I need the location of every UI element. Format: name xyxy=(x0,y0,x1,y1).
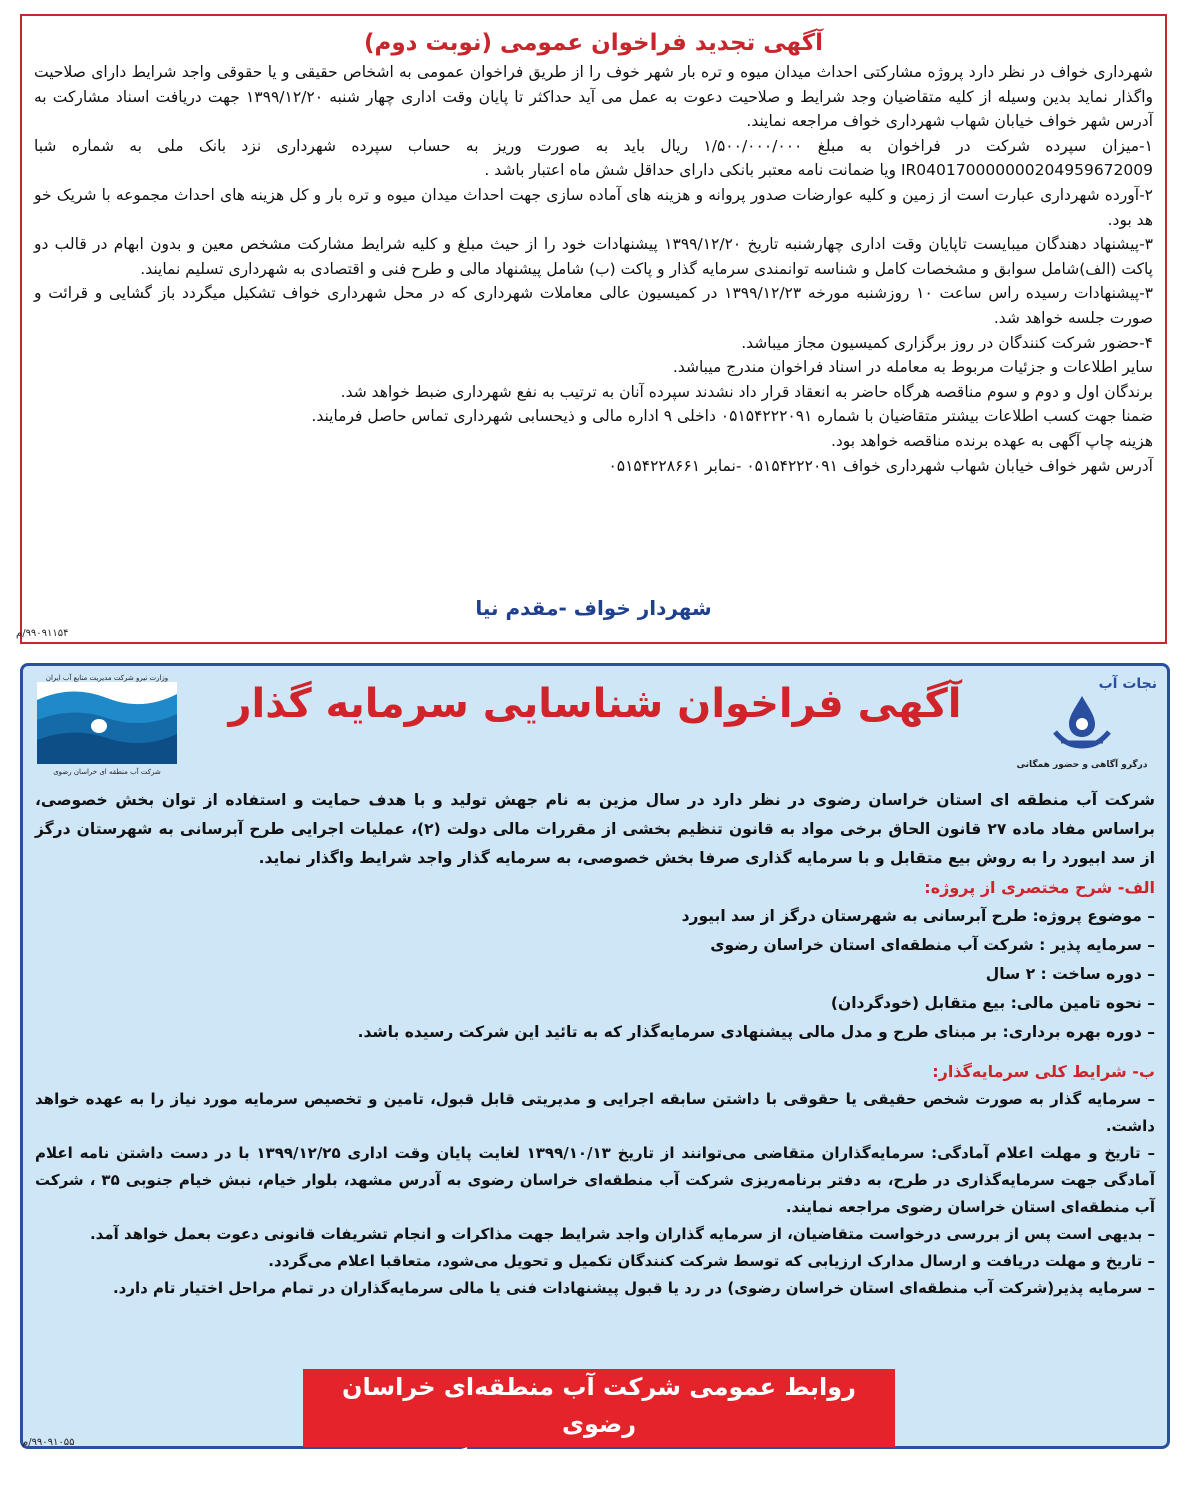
ad1-paragraph: ۲-آورده شهرداری عبارت است از زمین و کلیه عوارضات صدور پروانه و هزینه های آماده سازی جهت احداث میدان میوه و تره بار و کل هزینه های احداث مجموعه با شریک خو هد بود. xyxy=(34,185,1153,229)
list-item: – دوره ساخت : ۲ سال xyxy=(985,965,1155,983)
municipality-tender-ad xyxy=(20,14,1167,644)
list-item: – سرمایه پذیر : شرکت آب منطقه‌ای استان خراسان رضوی xyxy=(710,936,1155,954)
ad1-paragraph: برندگان اول و دوم و سوم مناقصه هرگاه حاضر به انعقاد قرار داد نشدند سپرده آنان به ترتیب به نفع شهرداری ضبط خواهد شد. xyxy=(340,382,1153,401)
ad2-code: ۹۹۰۹۱۰۵۵/م xyxy=(22,1437,75,1448)
section-b-list xyxy=(23,1086,1167,1302)
ministry-caption: وزارت نیرو شرکت مدیریت منابع آب ایران xyxy=(45,674,169,682)
ad1-paragraph: سایر اطلاعات و جزئیات مربوط به معامله در اسناد فراخوان مندرج میباشد. xyxy=(672,358,1153,377)
section-a-list xyxy=(23,902,1167,1047)
ad1-paragraph: ۴-حضور شرکت کنندگان در روز برگزاری کمیسیون مجاز میباشد. xyxy=(741,333,1153,352)
list-item: – تاریخ و مهلت اعلام آمادگی: سرمایه‌گذاران متقاضی می‌توانند از تاریخ ۱۳۹۹/۱۰/۱۳ لغایت پایان وقت اداری ۱۳۹۹/۱۲/۲۵ با در دست داشتن نامه اعلام آمادگی جهت سرمایه‌گذاری در طرح، به دفتر برنامه‌ریزی شرکت آب منطقه‌ای خراسان رضوی به آدرس مشهد، بلوار خیام، نبش خیام جنوبی ۳۵ ، شرکت آب منطقه‌ای استان خراسان رضوی مراجعه نمایند. xyxy=(35,1144,1155,1216)
list-item: – سرمایه پذیر(شرکت آب منطقه‌ای استان خراسان رضوی) در رد یا قبول پیشنهادات فنی یا مالی سرمایه‌گذاران در تمام مراحل اختیار تام دارد. xyxy=(112,1279,1155,1297)
list-item: – سرمایه گذار به صورت شخص حقیقی یا حقوقی با داشتن سابقه اجرایی و مدیریتی قابل قبول، تامین و تخصیص سرمایه مورد نیاز را به عهده خواهد داشت. xyxy=(35,1090,1155,1135)
najat-ab-brand: نجات آب xyxy=(1098,676,1157,692)
water-drop-hands-icon xyxy=(1047,692,1117,752)
section-a-title: الف- شرح مختصری از پروژه: xyxy=(924,878,1155,897)
najat-ab-tagline: درگرو آگاهی و حضور همگانی xyxy=(1016,760,1148,770)
list-item: – موضوع پروژه: طرح آبرسانی به شهرستان درگز از سد ابیورد xyxy=(681,907,1155,925)
najat-ab-logo xyxy=(1007,676,1157,786)
ad2-intro xyxy=(23,786,1167,873)
water-company-logo xyxy=(37,674,177,784)
ad1-paragraph: ضمنا جهت کسب اطلاعات بیشتر متقاضیان با شماره ۰۵۱۵۴۲۲۲۰۹۱ داخلی ۹ اداره مالی و ذیحسابی شهرداری تماس حاصل فرمایند. xyxy=(311,407,1153,426)
ad1-code: ۹۹۰۹۱۱۵۴/م xyxy=(16,628,69,639)
ad2-title: آگهی فراخوان شناسایی سرمایه گذار xyxy=(228,681,962,727)
ad1-signature: شهردار خواف -مقدم نیا xyxy=(475,596,712,620)
list-item: – بدیهی است پس از بررسی درخواست متقاضیان، از سرمایه گذاران واجد شرایط جهت مذاکرات و انجام تشریفات قانونی دعوت بعمل خواهد آمد. xyxy=(89,1225,1155,1243)
ad2-header xyxy=(23,666,1167,786)
public-relations-title: روابط عمومی شرکت آب منطقه‌ای خراسان رضوی xyxy=(342,1373,856,1438)
list-item: – دوره بهره برداری: بر مبنای طرح و مدل مالی پیشنهادی سرمایه‌گذار که به تائید این شرکت رسیده باشد. xyxy=(357,1023,1155,1041)
ad1-address: آدرس شهر خواف خیابان شهاب شهرداری خواف ۰۵۱۵۴۲۲۲۰۹۱ -نمابر ۰۵۱۵۴۲۲۸۶۶۱ xyxy=(608,456,1153,475)
public-relations-banner xyxy=(303,1369,895,1475)
ad2-intro-text: شرکت آب منطقه ای استان خراسان رضوی در نظر دارد در سال مزین به نام جهش تولید و با هدف حمایت و استفاده از توان بخش خصوصی، براساس مفاد ماده ۲۷ قانون الحاق برخی مواد به قانون تنظیم بخشی از مقررات مالی دولت (۲)، عملیات اجرایی طرح آبرسانی به شهرستان درگز از سد ابیورد را به روش بیع متقابل و با سرمایه گذاری صرفا بخش خصوصی، به سرمایه گذار واجد شرایط واگذار نماید. xyxy=(35,791,1155,867)
ad1-body xyxy=(22,60,1165,478)
contact-numbers: سامانه پیامکی ۳۰۰۰۶۳۹۴ و تلفن گویا ۳۱۴۳۵ xyxy=(338,1447,860,1475)
water-company-investor-ad xyxy=(20,663,1170,1475)
ad1-paragraph: شهرداری خواف در نظر دارد پروژه مشارکتی احداث میدان میوه و تره بار شهر خوف را از طریق فراخوان عمومی به اشخاص حقیقی و یا حقوقی واجد شرایط دارای صلاحیت واگذار نماید بدین وسیله از کلیه متقاضیان وجد شرایط و صلاحیت دعوت به عمل می آید حداکثر تا پایان وقت اداری چهار شنبه ۱۳۹۹/۱۲/۲۰ جهت دریافت اسناد مشارکت به آدرس شهر خواف خیابان شهاب شهرداری خواف مراجعه نمایند. xyxy=(34,63,1153,131)
section-b-title: ب- شرایط کلی سرمایه‌گذار: xyxy=(932,1062,1155,1081)
company-caption: شرکت آب منطقه ای خراسان رضوی xyxy=(53,768,161,776)
ad1-title: آگهی تجدید فراخوان عمومی (نوبت دوم) xyxy=(363,30,823,56)
ad1-paragraph: هزینه چاپ آگهی به عهده برنده مناقصه خواهد بود. xyxy=(830,431,1153,450)
list-item: – تاریخ و مهلت دریافت و ارسال مدارک ارزیابی که توسط شرکت کنندگان تکمیل و تحویل می‌شود، متعاقبا اعلام می‌گردد. xyxy=(268,1252,1155,1270)
water-waves-icon xyxy=(37,682,177,764)
ad1-paragraph: ۳-پیشنهادات رسیده راس ساعت ۱۰ روزشنبه مورخه ۱۳۹۹/۱۲/۲۳ در کمیسیون عالی معاملات شهرداری که در محل شهرداری خواف تشکیل میگردد باز گشایی و قرائت و صورت جلسه خواهد شد. xyxy=(34,284,1153,327)
ad1-paragraph: ۱-میزان سپرده شرکت در فراخوان به مبلغ ۱/۵۰۰/۰۰۰/۰۰۰ ریال باید به صورت وریز به حساب سپرده شهرداری نزد بانک ملی به شماره شبا IR040170000000204959672009 ویا ضمانت نامه معتبر بانکی دارای حداقل شش ماه اعتبار باشد . xyxy=(34,136,1153,180)
ad1-paragraph: ۳-پیشنهاد دهندگان میبایست تاپایان وقت اداری چهارشنبه تاریخ ۱۳۹۹/۱۲/۲۰ پیشنهادات خود را از حیث مبلغ و کلیه شرایط مشارکت مشخص معین و بدون ابهام در قالب دو پاکت (الف)شامل سوابق و مشخصات کامل و شناسه توانمندی سرمایه گذار و پاکت (ب) شامل پیشنهاد مالی و طرح فنی و اقتصادی به شهرداری تسلیم نمایند. xyxy=(34,235,1153,278)
list-item: – نحوه تامین مالی: بیع متقابل (خودگردان) xyxy=(830,994,1155,1012)
